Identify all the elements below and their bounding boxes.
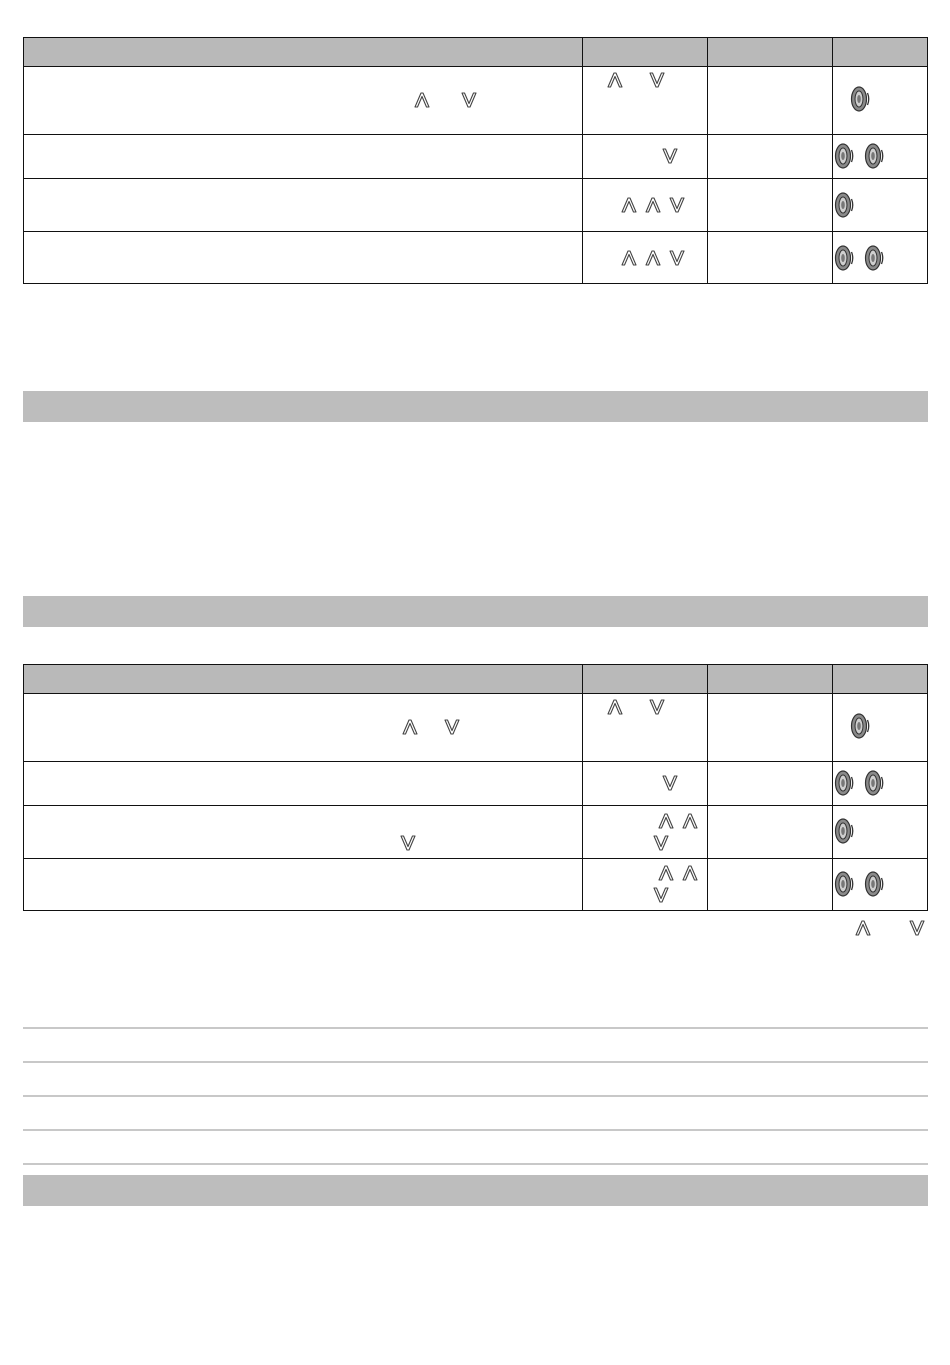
table-1 — [23, 37, 928, 284]
up-arrow-key-icon — [605, 697, 625, 717]
section-heading-bar-3 — [23, 1175, 928, 1206]
down-arrow-key-icon — [647, 70, 667, 90]
speaker-beep-icon — [864, 244, 884, 272]
speaker-beep-icon — [834, 244, 854, 272]
up-arrow-key-icon — [619, 195, 639, 215]
down-arrow-key-icon — [651, 833, 671, 853]
section-heading-bar-1 — [23, 391, 928, 422]
down-arrow-key-icon — [660, 146, 680, 166]
table-row — [24, 134, 927, 178]
up-arrow-key-icon — [400, 717, 420, 737]
list-rule — [23, 1061, 928, 1063]
table-1-header — [24, 38, 927, 67]
up-arrow-key-icon — [656, 863, 676, 883]
up-arrow-key-icon — [412, 90, 432, 110]
down-arrow-key-icon — [442, 717, 462, 737]
down-arrow-key-icon — [660, 773, 680, 793]
table-2 — [23, 664, 928, 911]
down-arrow-key-icon — [398, 833, 418, 853]
table-row — [24, 178, 927, 231]
down-arrow-key-icon — [907, 918, 927, 938]
table-row — [24, 761, 927, 805]
down-arrow-key-icon — [667, 195, 687, 215]
up-arrow-key-icon — [680, 811, 700, 831]
down-arrow-key-icon — [647, 697, 667, 717]
up-arrow-key-icon — [656, 811, 676, 831]
speaker-beep-icon — [850, 85, 870, 113]
table-row — [24, 805, 927, 858]
list-rule — [23, 1027, 928, 1029]
speaker-beep-icon — [864, 142, 884, 170]
down-arrow-key-icon — [651, 885, 671, 905]
speaker-beep-icon — [834, 142, 854, 170]
speaker-beep-icon — [834, 769, 854, 797]
up-arrow-key-icon — [680, 863, 700, 883]
speaker-beep-icon — [850, 712, 870, 740]
table-row — [24, 694, 927, 761]
down-arrow-key-icon — [459, 90, 479, 110]
speaker-beep-icon — [834, 870, 854, 898]
speaker-beep-icon — [864, 870, 884, 898]
table-row — [24, 231, 927, 283]
down-arrow-key-icon — [667, 248, 687, 268]
table-2-header — [24, 665, 927, 694]
table-row — [24, 858, 927, 910]
up-arrow-key-icon — [643, 195, 663, 215]
up-arrow-key-icon — [643, 248, 663, 268]
up-arrow-key-icon — [619, 248, 639, 268]
up-arrow-key-icon — [605, 70, 625, 90]
speaker-beep-icon — [834, 817, 854, 845]
list-rule — [23, 1129, 928, 1131]
up-arrow-key-icon — [853, 918, 873, 938]
list-rule — [23, 1095, 928, 1097]
section-heading-bar-2 — [23, 596, 928, 627]
list-rule — [23, 1163, 928, 1165]
speaker-beep-icon — [864, 769, 884, 797]
speaker-beep-icon — [834, 191, 854, 219]
